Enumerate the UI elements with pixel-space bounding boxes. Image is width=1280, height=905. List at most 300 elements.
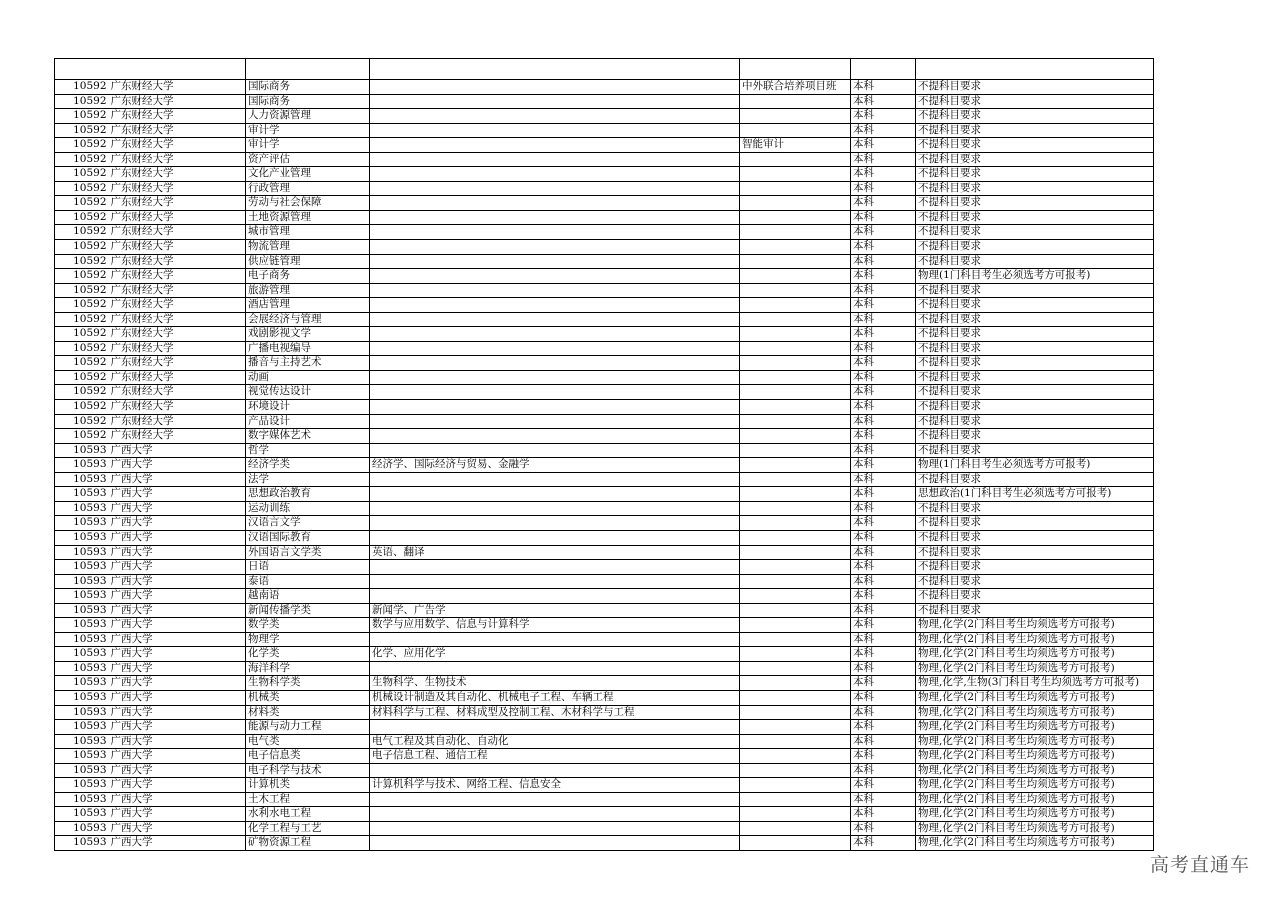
included-majors-cell: [370, 836, 740, 851]
school-name-cell: 广西大学: [109, 487, 246, 502]
major-name-cell: 广播电视编导: [246, 341, 370, 356]
subject-requirement-cell: 物理,化学(2门科目考生均须选考方可报考): [916, 749, 1154, 764]
table-row: [55, 181, 1154, 196]
included-majors-cell: [370, 429, 740, 444]
level-cell: 本科: [851, 109, 916, 124]
school-code-cell: 10592: [55, 283, 109, 298]
level-cell: 本科: [851, 370, 916, 385]
included-majors-cell: [370, 341, 740, 356]
school-name-cell: 广西大学: [109, 560, 246, 575]
level-cell: 本科: [851, 545, 916, 560]
school-code-cell: 10593: [55, 618, 109, 633]
table-row: [55, 385, 1154, 400]
school-code-cell: 10592: [55, 196, 109, 211]
major-name-cell: 物理学: [246, 632, 370, 647]
table-row: [55, 763, 1154, 778]
level-cell: 本科: [851, 603, 916, 618]
school-name-cell: 广东财经大学: [109, 196, 246, 211]
school-code-cell: 10593: [55, 589, 109, 604]
level-cell: 本科: [851, 94, 916, 109]
remark-cell: 中外联合培养项目班: [740, 80, 851, 95]
subject-requirement-cell: 不提科目要求: [916, 225, 1154, 240]
remark-cell: [740, 807, 851, 822]
included-majors-cell: [370, 269, 740, 284]
included-majors-cell: [370, 574, 740, 589]
school-name-cell: 广西大学: [109, 501, 246, 516]
school-code-cell: 10592: [55, 429, 109, 444]
level-cell: 本科: [851, 269, 916, 284]
school-code-cell: 10593: [55, 516, 109, 531]
level-cell: 本科: [851, 589, 916, 604]
major-name-cell: 供应链管理: [246, 254, 370, 269]
school-name-cell: 广东财经大学: [109, 283, 246, 298]
school-name-cell: 广西大学: [109, 821, 246, 836]
major-name-cell: 环境设计: [246, 400, 370, 415]
included-majors-cell: 材料科学与工程、材料成型及控制工程、木材科学与工程: [370, 705, 740, 720]
school-code-cell: 10593: [55, 763, 109, 778]
major-name-cell: 电子科学与技术: [246, 763, 370, 778]
school-name-cell: 广东财经大学: [109, 385, 246, 400]
remark-cell: [740, 196, 851, 211]
included-majors-cell: [370, 80, 740, 95]
table-row: [55, 196, 1154, 211]
level-cell: 本科: [851, 458, 916, 473]
remark-cell: [740, 516, 851, 531]
table-row: [55, 400, 1154, 415]
school-name-cell: 广西大学: [109, 516, 246, 531]
table-row: [55, 472, 1154, 487]
major-name-cell: 化学工程与工艺: [246, 821, 370, 836]
subject-requirement-cell: 不提科目要求: [916, 181, 1154, 196]
major-name-cell: 会展经济与管理: [246, 312, 370, 327]
subject-requirement-cell: 不提科目要求: [916, 196, 1154, 211]
included-majors-cell: [370, 414, 740, 429]
table-row: [55, 152, 1154, 167]
school-name-cell: 广西大学: [109, 472, 246, 487]
table-row: [55, 298, 1154, 313]
remark-cell: [740, 400, 851, 415]
level-cell: 本科: [851, 836, 916, 851]
subject-requirement-cell: 不提科目要求: [916, 574, 1154, 589]
school-name-cell: 广东财经大学: [109, 269, 246, 284]
subject-requirement-cell: 不提科目要求: [916, 530, 1154, 545]
school-name-cell: 广东财经大学: [109, 80, 246, 95]
subject-requirement-cell: 物理,化学(2门科目考生均须选考方可报考): [916, 647, 1154, 662]
remark-cell: [740, 240, 851, 255]
table-row: [55, 720, 1154, 735]
level-cell: 本科: [851, 487, 916, 502]
included-majors-cell: 电子信息工程、通信工程: [370, 749, 740, 764]
subject-requirement-cell: 不提科目要求: [916, 312, 1154, 327]
school-code-cell: 10593: [55, 690, 109, 705]
major-name-cell: 计算机类: [246, 778, 370, 793]
included-majors-cell: [370, 356, 740, 371]
table-row: [55, 647, 1154, 662]
remark-cell: [740, 487, 851, 502]
included-majors-cell: 化学、应用化学: [370, 647, 740, 662]
level-cell: 本科: [851, 80, 916, 95]
school-name-cell: 广西大学: [109, 618, 246, 633]
school-name-cell: 广东财经大学: [109, 400, 246, 415]
table-row: [55, 109, 1154, 124]
level-cell: 本科: [851, 283, 916, 298]
school-code-cell: 10592: [55, 240, 109, 255]
included-majors-cell: [370, 254, 740, 269]
remark-cell: [740, 356, 851, 371]
school-code-cell: 10592: [55, 80, 109, 95]
table-row: [55, 458, 1154, 473]
school-code-cell: 10593: [55, 487, 109, 502]
school-name-cell: 广西大学: [109, 603, 246, 618]
table-row: [55, 705, 1154, 720]
school-name-cell: 广东财经大学: [109, 298, 246, 313]
table-row: [55, 94, 1154, 109]
level-cell: 本科: [851, 385, 916, 400]
school-code-cell: 10592: [55, 298, 109, 313]
major-name-cell: 汉语言文学: [246, 516, 370, 531]
level-cell: 本科: [851, 749, 916, 764]
table-row: [55, 676, 1154, 691]
subject-requirement-cell: 不提科目要求: [916, 341, 1154, 356]
level-cell: 本科: [851, 312, 916, 327]
subject-requirement-cell: 不提科目要求: [916, 603, 1154, 618]
table-row: [55, 429, 1154, 444]
remark-cell: [740, 720, 851, 735]
table-row: [55, 778, 1154, 793]
remark-cell: 智能审计: [740, 138, 851, 153]
school-name-cell: 广西大学: [109, 676, 246, 691]
remark-cell: [740, 836, 851, 851]
table-row: [55, 516, 1154, 531]
major-name-cell: 哲学: [246, 443, 370, 458]
level-cell: 本科: [851, 647, 916, 662]
included-majors-cell: [370, 443, 740, 458]
major-name-cell: 土木工程: [246, 792, 370, 807]
subject-requirement-cell: 物理,化学(2门科目考生均须选考方可报考): [916, 792, 1154, 807]
remark-cell: [740, 152, 851, 167]
major-name-cell: 材料类: [246, 705, 370, 720]
school-name-cell: 广西大学: [109, 443, 246, 458]
school-code-cell: 10592: [55, 312, 109, 327]
level-cell: 本科: [851, 763, 916, 778]
table-row: [55, 254, 1154, 269]
school-code-cell: 10593: [55, 807, 109, 822]
school-code-cell: 10593: [55, 603, 109, 618]
included-majors-cell: [370, 516, 740, 531]
level-cell: 本科: [851, 661, 916, 676]
major-name-cell: 电子商务: [246, 269, 370, 284]
major-name-cell: 水利水电工程: [246, 807, 370, 822]
included-majors-cell: [370, 123, 740, 138]
included-majors-cell: [370, 530, 740, 545]
remark-cell: [740, 661, 851, 676]
included-majors-cell: [370, 138, 740, 153]
major-name-cell: 越南语: [246, 589, 370, 604]
included-majors-cell: [370, 560, 740, 575]
table-row: [55, 210, 1154, 225]
school-code-cell: 10593: [55, 705, 109, 720]
subject-requirement-cell: 不提科目要求: [916, 94, 1154, 109]
school-name-cell: 广东财经大学: [109, 341, 246, 356]
school-code-cell: 10592: [55, 152, 109, 167]
remark-cell: [740, 254, 851, 269]
table-row: [55, 240, 1154, 255]
major-name-cell: 思想政治教育: [246, 487, 370, 502]
school-name-cell: 广西大学: [109, 589, 246, 604]
included-majors-cell: [370, 792, 740, 807]
level-cell: 本科: [851, 356, 916, 371]
subject-requirement-cell: 不提科目要求: [916, 516, 1154, 531]
major-name-cell: 能源与动力工程: [246, 720, 370, 735]
remark-cell: [740, 283, 851, 298]
level-cell: 本科: [851, 560, 916, 575]
major-name-cell: 矿物资源工程: [246, 836, 370, 851]
school-code-cell: 10593: [55, 443, 109, 458]
level-cell: 本科: [851, 821, 916, 836]
major-name-cell: 法学: [246, 472, 370, 487]
major-name-cell: 电气类: [246, 734, 370, 749]
level-cell: 本科: [851, 298, 916, 313]
school-code-cell: 10592: [55, 167, 109, 182]
school-name-cell: 广西大学: [109, 647, 246, 662]
level-cell: 本科: [851, 574, 916, 589]
level-cell: 本科: [851, 618, 916, 633]
school-code-cell: 10593: [55, 661, 109, 676]
major-name-cell: 汉语国际教育: [246, 530, 370, 545]
school-name-cell: 广东财经大学: [109, 240, 246, 255]
school-name-cell: 广西大学: [109, 632, 246, 647]
major-name-cell: 动画: [246, 370, 370, 385]
remark-cell: [740, 123, 851, 138]
subject-requirement-cell: 不提科目要求: [916, 589, 1154, 604]
subject-requirement-cell: 不提科目要求: [916, 123, 1154, 138]
table-row: [55, 661, 1154, 676]
included-majors-cell: [370, 225, 740, 240]
remark-cell: [740, 269, 851, 284]
included-majors-cell: [370, 210, 740, 225]
school-code-cell: 10592: [55, 327, 109, 342]
remark-cell: [740, 647, 851, 662]
school-name-cell: 广西大学: [109, 458, 246, 473]
subject-requirement-cell: 不提科目要求: [916, 356, 1154, 371]
table-row: [55, 443, 1154, 458]
subject-requirement-cell: 不提科目要求: [916, 298, 1154, 313]
subject-requirement-cell: 思想政治(1门科目考生必须选考方可报考): [916, 487, 1154, 502]
school-code-cell: 10592: [55, 94, 109, 109]
school-name-cell: 广西大学: [109, 734, 246, 749]
school-name-cell: 广东财经大学: [109, 327, 246, 342]
level-cell: 本科: [851, 676, 916, 691]
included-majors-cell: [370, 632, 740, 647]
major-name-cell: 审计学: [246, 123, 370, 138]
school-name-cell: 广东财经大学: [109, 225, 246, 240]
table-row: [55, 632, 1154, 647]
level-cell: 本科: [851, 792, 916, 807]
table-row: [55, 487, 1154, 502]
school-name-cell: 广西大学: [109, 661, 246, 676]
school-name-cell: 广东财经大学: [109, 210, 246, 225]
remark-cell: [740, 429, 851, 444]
school-code-cell: 10593: [55, 574, 109, 589]
level-cell: 本科: [851, 632, 916, 647]
subject-requirement-cell: 不提科目要求: [916, 109, 1154, 124]
school-name-cell: 广西大学: [109, 792, 246, 807]
major-name-cell: 劳动与社会保障: [246, 196, 370, 211]
subject-requirement-cell: 不提科目要求: [916, 560, 1154, 575]
school-code-cell: 10592: [55, 400, 109, 415]
subject-requirement-cell: 物理,化学(2门科目考生均须选考方可报考): [916, 807, 1154, 822]
subject-requirement-cell: 不提科目要求: [916, 414, 1154, 429]
level-cell: 本科: [851, 414, 916, 429]
school-name-cell: 广西大学: [109, 574, 246, 589]
school-code-cell: 10593: [55, 778, 109, 793]
school-name-cell: 广西大学: [109, 690, 246, 705]
included-majors-cell: [370, 720, 740, 735]
subject-requirement-cell: 不提科目要求: [916, 327, 1154, 342]
school-code-cell: 10592: [55, 123, 109, 138]
table-row: [55, 167, 1154, 182]
school-name-cell: 广东财经大学: [109, 254, 246, 269]
admission-requirements-table: [54, 58, 1154, 851]
subject-requirement-cell: 不提科目要求: [916, 370, 1154, 385]
level-cell: 本科: [851, 443, 916, 458]
table-row: [55, 807, 1154, 822]
subject-requirement-cell: 不提科目要求: [916, 152, 1154, 167]
major-name-cell: 产品设计: [246, 414, 370, 429]
table-row: [55, 501, 1154, 516]
school-code-cell: 10593: [55, 501, 109, 516]
included-majors-cell: 电气工程及其自动化、自动化: [370, 734, 740, 749]
remark-cell: [740, 792, 851, 807]
major-name-cell: 视觉传达设计: [246, 385, 370, 400]
included-majors-cell: [370, 589, 740, 604]
table-row: [55, 530, 1154, 545]
school-code-cell: 10593: [55, 676, 109, 691]
school-code-cell: 10593: [55, 720, 109, 735]
major-name-cell: 日语: [246, 560, 370, 575]
remark-cell: [740, 210, 851, 225]
subject-requirement-cell: 物理,化学,生物(3门科目考生均须选考方可报考): [916, 676, 1154, 691]
table-row: [55, 618, 1154, 633]
included-majors-cell: [370, 661, 740, 676]
included-majors-cell: [370, 312, 740, 327]
major-name-cell: 数学类: [246, 618, 370, 633]
included-majors-cell: [370, 487, 740, 502]
subject-requirement-cell: 物理,化学(2门科目考生均须选考方可报考): [916, 705, 1154, 720]
level-cell: 本科: [851, 167, 916, 182]
table-row: [55, 792, 1154, 807]
table-row: [55, 312, 1154, 327]
school-code-cell: 10592: [55, 356, 109, 371]
school-name-cell: 广东财经大学: [109, 167, 246, 182]
table-row: [55, 356, 1154, 371]
table-row: [55, 327, 1154, 342]
included-majors-cell: 生物科学、生物技术: [370, 676, 740, 691]
school-code-cell: 10592: [55, 254, 109, 269]
subject-requirement-cell: 物理,化学(2门科目考生均须选考方可报考): [916, 734, 1154, 749]
major-name-cell: 土地资源管理: [246, 210, 370, 225]
subject-requirement-cell: 不提科目要求: [916, 385, 1154, 400]
level-cell: 本科: [851, 690, 916, 705]
school-code-cell: 10593: [55, 530, 109, 545]
major-name-cell: 资产评估: [246, 152, 370, 167]
level-cell: 本科: [851, 516, 916, 531]
school-code-cell: 10593: [55, 792, 109, 807]
school-code-cell: 10593: [55, 836, 109, 851]
subject-requirement-cell: 物理,化学(2门科目考生均须选考方可报考): [916, 720, 1154, 735]
major-name-cell: 审计学: [246, 138, 370, 153]
major-name-cell: 新闻传播学类: [246, 603, 370, 618]
school-code-cell: 10592: [55, 210, 109, 225]
table-row: [55, 269, 1154, 284]
subject-requirement-cell: 不提科目要求: [916, 167, 1154, 182]
subject-requirement-cell: 不提科目要求: [916, 501, 1154, 516]
school-code-cell: 10593: [55, 458, 109, 473]
school-name-cell: 广东财经大学: [109, 181, 246, 196]
remark-cell: [740, 589, 851, 604]
remark-cell: [740, 370, 851, 385]
remark-cell: [740, 763, 851, 778]
included-majors-cell: [370, 94, 740, 109]
school-code-cell: 10593: [55, 821, 109, 836]
level-cell: 本科: [851, 138, 916, 153]
subject-requirement-cell: 不提科目要求: [916, 210, 1154, 225]
level-cell: 本科: [851, 210, 916, 225]
school-code-cell: 10592: [55, 138, 109, 153]
school-name-cell: 广西大学: [109, 836, 246, 851]
school-code-cell: 10592: [55, 370, 109, 385]
included-majors-cell: [370, 167, 740, 182]
remark-cell: [740, 341, 851, 356]
school-name-cell: 广西大学: [109, 778, 246, 793]
remark-cell: [740, 690, 851, 705]
school-name-cell: 广西大学: [109, 720, 246, 735]
remark-cell: [740, 414, 851, 429]
table-row: [55, 341, 1154, 356]
subject-requirement-cell: 物理,化学(2门科目考生均须选考方可报考): [916, 836, 1154, 851]
table-row: [55, 123, 1154, 138]
remark-cell: [740, 545, 851, 560]
watermark-text: 高考直通车: [1149, 854, 1250, 876]
subject-requirement-cell: 不提科目要求: [916, 400, 1154, 415]
level-cell: 本科: [851, 225, 916, 240]
major-name-cell: 戏剧影视文学: [246, 327, 370, 342]
included-majors-cell: [370, 385, 740, 400]
table-row: [55, 560, 1154, 575]
school-code-cell: 10592: [55, 109, 109, 124]
table-row: [55, 589, 1154, 604]
subject-requirement-cell: 物理,化学(2门科目考生均须选考方可报考): [916, 778, 1154, 793]
school-name-cell: 广东财经大学: [109, 312, 246, 327]
major-name-cell: 播音与主持艺术: [246, 356, 370, 371]
remark-cell: [740, 327, 851, 342]
school-code-cell: 10593: [55, 647, 109, 662]
level-cell: 本科: [851, 720, 916, 735]
school-code-cell: 10592: [55, 269, 109, 284]
school-code-cell: 10593: [55, 560, 109, 575]
school-code-cell: 10593: [55, 472, 109, 487]
major-name-cell: 外国语言文学类: [246, 545, 370, 560]
remark-cell: [740, 298, 851, 313]
level-cell: 本科: [851, 123, 916, 138]
remark-cell: [740, 530, 851, 545]
major-name-cell: 经济学类: [246, 458, 370, 473]
subject-requirement-cell: 不提科目要求: [916, 545, 1154, 560]
included-majors-cell: 经济学、国际经济与贸易、金融学: [370, 458, 740, 473]
table-row: [55, 414, 1154, 429]
subject-requirement-cell: 物理,化学(2门科目考生均须选考方可报考): [916, 632, 1154, 647]
remark-cell: [740, 778, 851, 793]
